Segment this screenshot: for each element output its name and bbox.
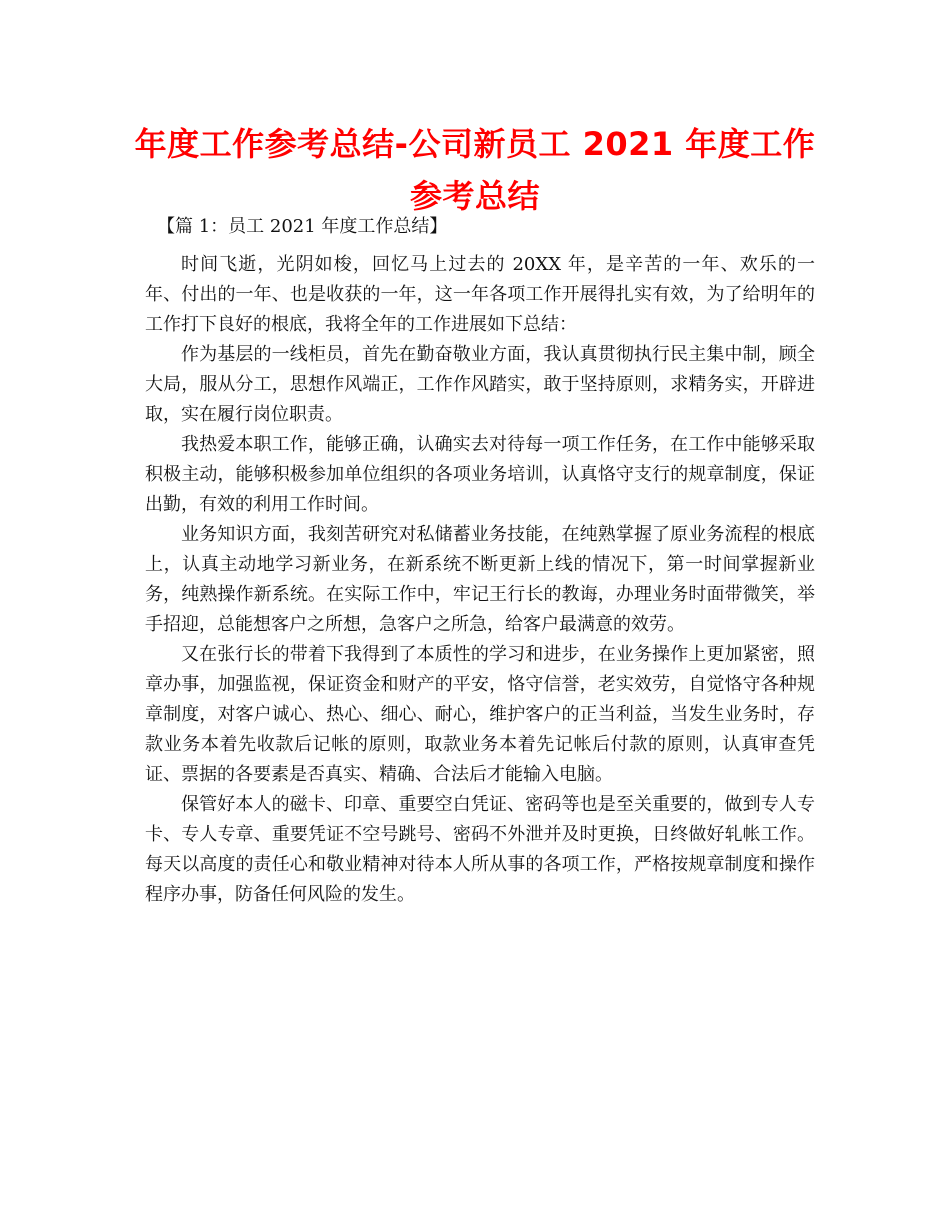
- section-label: 【篇 1：员工 2021 年度工作总结】: [157, 216, 448, 237]
- paragraph-3: 我热爱本职工作，能够正确，认确实去对待每一项工作任务，在工作中能够采取积极主动，能够积极参加单位组织的各项业务培训，认真恪守支行的规章制度，保证出勤，有效的利用工作时间。: [145, 434, 815, 515]
- paragraph-6: 保管好本人的磁卡、印章、重要空白凭证、密码等也是至关重要的，做到专人专卡、专人专章、重要凭证不空号跳号、密码不外泄并及时更换，日终做好轧帐工作。每天以高度的责任心和敬业精神对待本人所从事的各项工作，严格按规章制度和操作程序办事，防备任何风险的发生。: [145, 794, 815, 905]
- paragraph-1: 时间飞逝，光阴如梭，回忆马上过去的 20XX 年，是辛苦的一年、欢乐的一年、付出的一年、也是收获的一年，这一年各项工作开展得扎实有效，为了给明年的工作打下良好的根底，我将全年的工作进展如下总结：: [145, 254, 815, 335]
- paragraph-5: 又在张行长的带着下我得到了本质性的学习和进步，在业务操作上更加紧密，照章办事，加强监视，保证资金和财产的平安，恪守信誉，老实效劳，自觉恪守各种规章制度，对客户诚心、热心、细心、耐心，维护客户的正当利益，当发生业务时，存款业务本着先收款后记帐的原则，取款业务本着先记帐后付款的原则，认真审查凭证、票据的各要素是否真实、精确、合法后才能输入电脑。: [145, 644, 815, 785]
- document-body: [145, 212, 815, 910]
- paragraph-2: 作为基层的一线柜员，首先在勤奋敬业方面，我认真贯彻执行民主集中制，顾全大局，服从分工，思想作风端正，工作作风踏实，敢于坚持原则，求精务实，开辟进取，实在履行岗位职责。: [145, 344, 815, 425]
- document-title: 年度工作参考总结-公司新员工 2021 年度工作参考总结: [134, 125, 816, 215]
- paragraph-4: 业务知识方面，我刻苦研究对私储蓄业务技能，在纯熟掌握了原业务流程的根底上，认真主动地学习新业务，在新系统不断更新上线的情况下，第一时间掌握新业务，纯熟操作新系统。在实际工作中，牢记王行长的教诲，办理业务时面带微笑，举手招迎，总能想客户之所想，急客户之所急，给客户最满意的效劳。: [145, 524, 815, 635]
